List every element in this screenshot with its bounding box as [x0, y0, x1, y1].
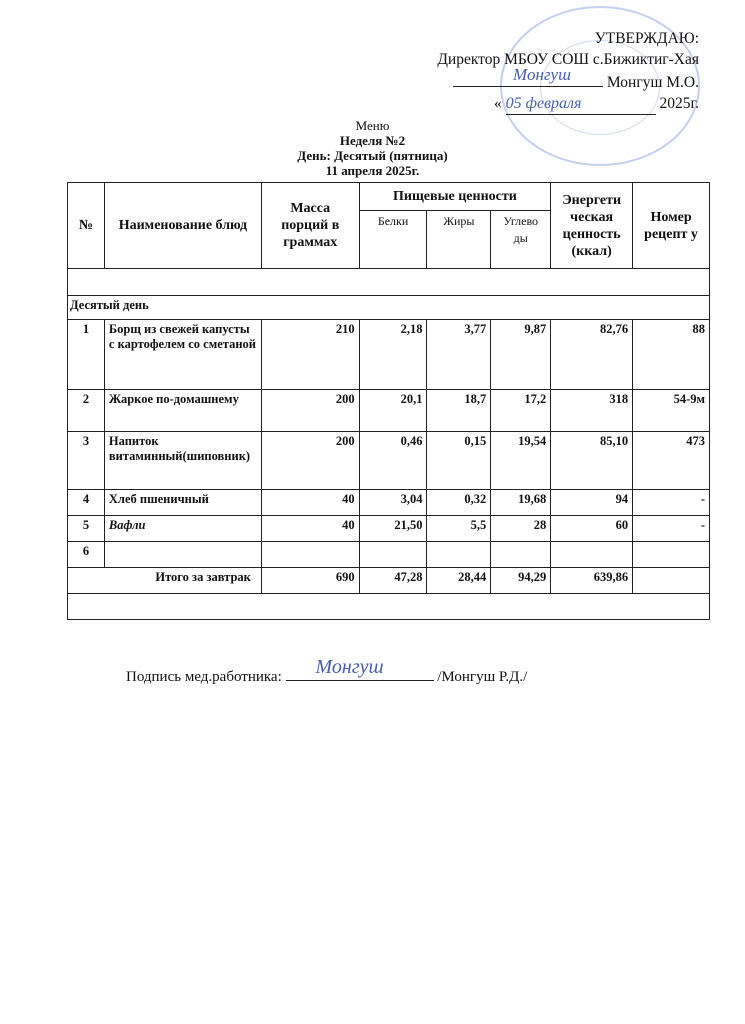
dish-fats: 18,7: [427, 390, 491, 432]
dish-recipe: [633, 542, 710, 568]
row-no: 4: [68, 490, 105, 516]
director-signature-line: [453, 65, 603, 87]
header-recipe: Номер рецепт у: [633, 183, 710, 269]
total-label: Итого за завтрак: [68, 568, 262, 594]
menu-table: [67, 182, 710, 620]
approval-date-handwritten: 05 февраля: [505, 95, 582, 112]
dish-proteins: 20,1: [359, 390, 427, 432]
empty-row: [68, 594, 710, 620]
total-energy: 639,86: [551, 568, 633, 594]
dish-name: Напиток витаминный(шиповник): [104, 432, 261, 490]
header-name: Наименование блюд: [104, 183, 261, 269]
row-no: 2: [68, 390, 105, 432]
dish-energy: [551, 542, 633, 568]
dish-recipe: 54-9м: [633, 390, 710, 432]
row-no: 3: [68, 432, 105, 490]
dish-name: Вафли: [104, 516, 261, 542]
dish-energy: 82,76: [551, 320, 633, 390]
dish-recipe: -: [633, 490, 710, 516]
approval-date-line: [437, 93, 699, 115]
row-no: 5: [68, 516, 105, 542]
dish-name: Жаркое по-домашнему: [104, 390, 261, 432]
director-signature: Монгуш: [513, 65, 571, 84]
dish-energy: 94: [551, 490, 633, 516]
dish-carbs: 17,2: [491, 390, 551, 432]
dish-carbs: 19,54: [491, 432, 551, 490]
dish-mass: 40: [261, 490, 359, 516]
header-nutrition: Пищевые ценности: [359, 183, 551, 211]
header-proteins: Белки: [359, 211, 427, 269]
section-label: Десятый день: [68, 296, 710, 320]
table-row: [68, 320, 710, 390]
total-recipe: [633, 568, 710, 594]
approval-name-line: [437, 65, 699, 93]
row-no: 1: [68, 320, 105, 390]
header-mass: Масса порций в граммах: [261, 183, 359, 269]
week-label: Неделя №2: [339, 133, 406, 148]
section-row: [68, 296, 710, 320]
medic-signature-block: [126, 656, 528, 686]
dish-mass: 40: [261, 516, 359, 542]
header-no: №: [68, 183, 105, 269]
menu-title: Меню: [355, 118, 390, 133]
header-fats: Жиры: [427, 211, 491, 269]
signature-line: [286, 656, 434, 681]
approval-date-field: [506, 93, 656, 115]
dish-fats: 0,15: [427, 432, 491, 490]
header-energy: Энергети ческая ценность (ккал): [551, 183, 633, 269]
medic-name: /Монгуш Р.Д./: [437, 669, 528, 685]
dish-recipe: 88: [633, 320, 710, 390]
total-fats: 28,44: [427, 568, 491, 594]
director-name: Монгуш М.О.: [606, 74, 699, 91]
dish-fats: [427, 542, 491, 568]
dish-proteins: 3,04: [359, 490, 427, 516]
dish-mass: [261, 542, 359, 568]
date-label: 11 апреля 2025г.: [325, 163, 420, 178]
menu-title-block: [0, 118, 745, 178]
total-proteins: 47,28: [359, 568, 427, 594]
row-no: 6: [68, 542, 105, 568]
dish-fats: 3,77: [427, 320, 491, 390]
dish-carbs: 19,68: [491, 490, 551, 516]
dish-carbs: 28: [491, 516, 551, 542]
dish-energy: 318: [551, 390, 633, 432]
approval-year: 2025г.: [659, 95, 699, 112]
dish-name: Хлеб пшеничный: [104, 490, 261, 516]
dish-energy: 60: [551, 516, 633, 542]
dish-energy: 85,10: [551, 432, 633, 490]
dish-proteins: 2,18: [359, 320, 427, 390]
dish-fats: 5,5: [427, 516, 491, 542]
total-carbs: 94,29: [491, 568, 551, 594]
total-mass: 690: [261, 568, 359, 594]
header-carbs: Углево ды: [491, 211, 551, 269]
table-row: [68, 516, 710, 542]
dish-proteins: [359, 542, 427, 568]
medic-signature: Монгуш: [315, 656, 384, 678]
day-label: День: Десятый (пятница): [297, 148, 448, 163]
dish-carbs: 9,87: [491, 320, 551, 390]
dish-recipe: -: [633, 516, 710, 542]
total-row: [68, 568, 710, 594]
table-row: [68, 490, 710, 516]
dish-mass: 210: [261, 320, 359, 390]
dish-proteins: 0,46: [359, 432, 427, 490]
approval-block: [437, 28, 699, 115]
table-row: [68, 432, 710, 490]
date-open-quote: «: [494, 95, 502, 112]
dish-recipe: 473: [633, 432, 710, 490]
dish-proteins: 21,50: [359, 516, 427, 542]
approval-position: Директор МБОУ СОШ с.Бижиктиг-Хая: [437, 51, 699, 68]
dish-mass: 200: [261, 390, 359, 432]
dish-name: [104, 542, 261, 568]
approval-heading: УТВЕРЖДАЮ:: [594, 30, 699, 47]
empty-row: [68, 269, 710, 296]
signature-label: Подпись мед.работника:: [126, 669, 282, 685]
dish-carbs: [491, 542, 551, 568]
table-row: [68, 542, 710, 568]
dish-name: Борщ из свежей капусты с картофелем со сметаной: [104, 320, 261, 390]
table-row: [68, 390, 710, 432]
dish-fats: 0,32: [427, 490, 491, 516]
dish-mass: 200: [261, 432, 359, 490]
